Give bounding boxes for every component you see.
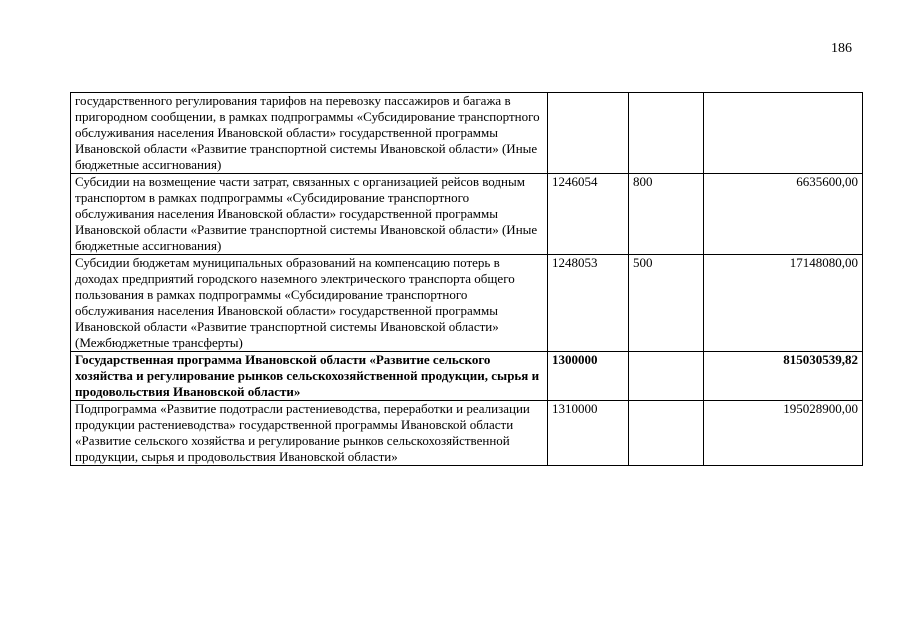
row-vr-cell: [629, 401, 704, 466]
row-vr-cell: 800: [629, 174, 704, 255]
row-sum-cell: 815030539,82: [704, 352, 863, 401]
row-name-cell: Субсидии бюджетам муниципальных образований на компенсацию потерь в доходах предприятий городского наземного электрического транспорта общего пользования в рамках подпрограммы «Субсидирование транспортного обслуживания населения Ивановской области» государственной программы Ивановской области «Развитие транспортной системы Ивановской области» (Межбюджетные трансферты): [71, 255, 548, 352]
row-name-cell: Подпрограмма «Развитие подотрасли растениеводства, переработки и реализации продукции растениеводства» государственной программы Ивановской области «Развитие сельского хозяйства и регулирование рынков сельскохозяйственной продукции, сырья и продовольствия Ивановской области»: [71, 401, 548, 466]
row-vr-cell: 500: [629, 255, 704, 352]
table-row: [71, 93, 863, 174]
table-row: [71, 174, 863, 255]
row-name-cell: Государственная программа Ивановской области «Развитие сельского хозяйства и регулирование рынков сельскохозяйственной продукции, сырья и продовольствия Ивановской области»: [71, 352, 548, 401]
row-csr-cell: 1310000: [548, 401, 629, 466]
page-number: 186: [831, 41, 852, 56]
row-sum-cell: 6635600,00: [704, 174, 863, 255]
row-name-cell: Субсидии на возмещение части затрат, связанных с организацией рейсов водным транспортом в рамках подпрограммы «Субсидирование транспортного обслуживания населения Ивановской области» государственной программы Ивановской области «Развитие транспортной системы Ивановской области» (Иные бюджетные ассигнования): [71, 174, 548, 255]
row-csr-cell: 1246054: [548, 174, 629, 255]
budget-table: [70, 92, 863, 466]
row-vr-cell: [629, 352, 704, 401]
row-csr-cell: 1300000: [548, 352, 629, 401]
row-name-cell: государственного регулирования тарифов на перевозку пассажиров и багажа в пригородном сообщении, в рамках подпрограммы «Субсидирование транспортного обслуживания населения Ивановской области» государственной программы Ивановской области «Развитие транспортной системы Ивановской области» (Иные бюджетные ассигнования): [71, 93, 548, 174]
row-sum-cell: [704, 93, 863, 174]
row-sum-cell: 17148080,00: [704, 255, 863, 352]
row-vr-cell: [629, 93, 704, 174]
table-row: [71, 352, 863, 401]
table-row: [71, 255, 863, 352]
row-sum-cell: 195028900,00: [704, 401, 863, 466]
table-row: [71, 401, 863, 466]
row-csr-cell: 1248053: [548, 255, 629, 352]
row-csr-cell: [548, 93, 629, 174]
